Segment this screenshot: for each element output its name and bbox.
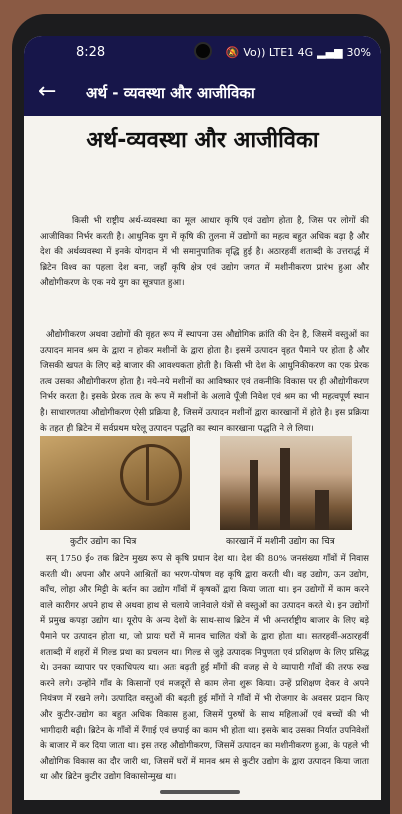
app-bar-title: अर्थ - व्यवस्था और आजीविका <box>86 84 255 102</box>
status-bar <box>24 36 381 70</box>
image-caption-cottage: कुटीर उद्योग का चित्र <box>70 537 137 547</box>
signal-icon: ▂▄▆ <box>317 46 343 59</box>
spinning-wheel-spoke <box>146 446 149 500</box>
mute-icon: 🔕 <box>225 46 240 59</box>
page-title: अर्थ-व्यवस्था और आजीविका <box>86 128 319 153</box>
article-content[interactable] <box>24 116 381 800</box>
battery-label: 30% <box>346 46 371 59</box>
gesture-nav-bar <box>160 790 240 794</box>
factory-image <box>220 436 352 530</box>
paragraph-3: सन् 1750 ई० तक ब्रिटेन मुख्य रूप से कृषि प्रधान देश था। देश की 80% जनसंख्या गाँवों में निवास करती थी। अपना और अपने आश्रितों का भरण-पोषण वह कृषि द्वारा करती थी। वह उद्योग, ऊन उद्योग, काँच, लोहा और मिट्टी के बर्तन का उद्योग गाँवों में कृषकों द्वारा किया जाता था। इन उद्योगों में काम करने वाले कारीगर अपने हाथ से अथवा हाथ से चलाये जानेवाले यंत्रों से वस्तुओं का उत्पादन करते थे। इन उद्योगों में प्रमुख कपड़ा उद्योग था। यूरोप के अन्य देशों के साथ-साथ ब्रिटेन में भी अन्तर्राष्ट्रीय बाजार के लिए बड़े पैमाने पर उत्पादन होता था, जो प्रायः घरों में मानव चालित यंत्रों के द्वारा होता था। सतरहवीं-अठारहवीं शताब्दी में शहरों में गिल्ड प्रथा का प्रचलन था। गिल्ड से जुड़े उत्पादक निपुणता एवं प्रशिक्षण के लिए प्रसिद्ध थे। उनका व्यापार पर एकाधिपत्य था। अतः बढ़ती हुई माँगों की वजह से ये व्यापारी गाँवों की तरफ रुख करने लगे। उन्होंने गाँव के किसानों एवं मजदूरों से काम लेना शुरू किया। उन्हें प्रशिक्षण देकर वे अपने नियंत्रण में रखने लगे। उत्पादित वस्तुओं की बढ़ती हुई माँगों ने गाँवों में भी रोजगार के अवसर प्रदान किए और कुटीर-उद्योग का बहुत अधिक विकास हुआ, जिसमें पुरुषों के साथ महिलाओं एवं बच्चों की भी भागीदारी बढ़ी। ब्रिटेन के गाँवों में रँगाई एवं छपाई का काम भी होता था। इसके बाद उसका निर्यात उपनिवेशों के बाजार में कर दिया जाता था। इस तरह औद्योगीकरण, जिसमें उत्पादन का मशीनीकरण हुआ, के पहले भी औद्योगिक विकास का दौर जारी था, जिसमें घरों में मानव श्रम से कुटीर उद्योग के द्वारा उत्पादन किया जाता था और ब्रिटेन कुटीर उद्योग विकासोन्मुख था। <box>40 554 369 783</box>
status-time: 8:28 <box>76 45 106 60</box>
image-caption-factory: कारखानें में मशीनी उद्योग का चित्र <box>226 537 335 547</box>
network-label: Vo)) LTE1 4G <box>243 46 314 59</box>
front-camera <box>194 42 212 60</box>
screen <box>24 36 381 800</box>
cottage-industry-image <box>40 436 190 530</box>
paragraph-1: किसी भी राष्ट्रीय अर्थ-व्यवस्था का मूल आधार कृषि एवं उद्योग होता है, जिस पर लोगों की आजीविका निर्भर करती है। आधुनिक युग में कृषि की तुलना में उद्योगों का महत्व बहुत अधिक बढ़ा है और देश की अर्थव्यवस्था में इनके योगदान में भी समानुपातिक वृद्धि हुई है। अठारहवीं शताब्दी के उत्तरार्द्ध में ब्रिटेन विश्व का पहला देश बना, जहाँ कृषि क्षेत्र एवं उद्योग जगत में मशीनीकरण प्रारंभ हुआ और औद्योगीकरण के एक नये युग का सूत्रपात हुआ। <box>40 216 369 289</box>
spinning-wheel-shape <box>120 444 182 506</box>
status-icons <box>226 46 371 59</box>
paragraph-2: औद्योगीकरण अथवा उद्योगों की वृहत रूप में स्थापना उस औद्योगिक क्रांति की देन है, जिसमें वस्तुओं का उत्पादन मानव श्रम के द्वारा न होकर मशीनों के द्वारा होता है। इसमें उत्पादन वृहत पैमाने पर होता है और जिसकी खपत के लिए बड़े बाजार की आवश्यकता होती है। किसी भी देश के आधुनिकीकरण का एक प्रेरक तत्व उसका औद्योगीकरण होता है। नये-नये मशीनों का आविष्कार एवं तकनीकि विकास पर ही औद्योगीकरण निर्भर करता है। इसके प्रेरक तत्व के रूप में मशीनों के अलावे पूँजी निवेश एवं श्रम का भी महत्वपूर्ण स्थान है। साधारणतया औद्योगीकरण ऐसी प्रक्रिया है, जिसमें उत्पादन मशीनों द्वारा कारखानों में होते है। इस प्रक्रिया के तहत ही ब्रिटेन में सर्वप्रथम घरेलू उत्पादन पद्धति का स्थान कारखाना पद्धति ने ले लिया। <box>40 330 369 434</box>
app-bar <box>24 70 381 116</box>
chimney <box>250 460 258 530</box>
arrow-left-icon[interactable]: ← <box>38 79 57 104</box>
factory-tank <box>315 490 329 530</box>
chimney <box>280 448 290 530</box>
